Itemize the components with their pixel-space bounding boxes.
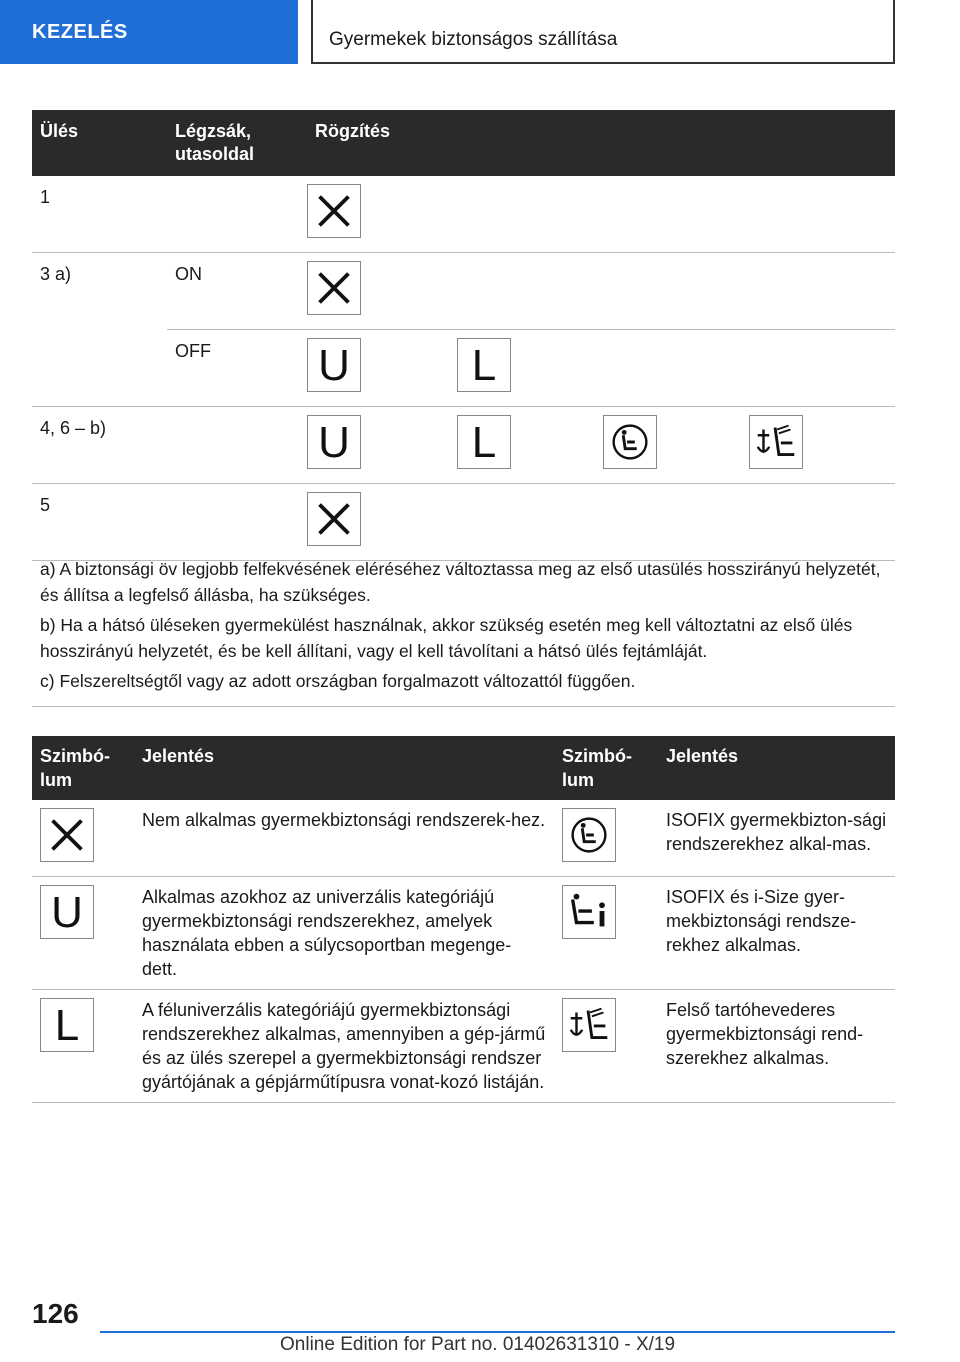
universal-u-icon — [307, 338, 361, 392]
universal-u-icon — [40, 885, 94, 939]
top-tether-anchor-icon — [562, 998, 616, 1052]
cross-icon — [307, 184, 361, 238]
meaning-cell: A féluniverzális kategóriájú gyermekbiztonsági rendszerekhez alkalmas, amennyiben a gép-jármű és az ülés szerepel a gyermekbiztonsági rendszer gyártójának a gépjárműtípusra vonat-kozó listáján. — [134, 990, 554, 1103]
table-row — [32, 484, 895, 561]
airbag-cell: ON — [167, 253, 307, 330]
col-symbol: Szimbó-lum — [32, 736, 134, 800]
footnote-b: b) Ha a hátsó üléseken gyermekülést használnak, akkor szükség esetén meg kell változtatni az első ülés hosszirányú helyzetét, és be kell állítani, vagy el kell távolítani a hátsó ülés fejtámláját. — [40, 615, 853, 661]
letter-u: U — [318, 418, 350, 467]
letter-l: L — [471, 418, 497, 467]
cross-icon — [40, 808, 94, 862]
isofix-seat-icon — [603, 415, 657, 469]
cross-icon — [307, 261, 361, 315]
table-row — [32, 800, 895, 877]
seat-cell: 1 — [32, 176, 167, 253]
table-row — [32, 176, 895, 253]
footnotes — [32, 556, 895, 707]
table-row — [32, 253, 895, 330]
col-airbag: Légzsák, utasoldal — [167, 110, 307, 176]
col-meaning: Jelentés — [658, 736, 895, 800]
isofix-seat-icon — [562, 808, 616, 862]
airbag-cell: OFF — [167, 330, 307, 407]
meaning-cell: Nem alkalmas gyermekbiztonsági rendszerek-hez. — [134, 800, 554, 877]
letter-u: U — [318, 341, 350, 390]
meaning-cell: Felső tartóhevederes gyermekbiztonsági rend-szerekhez alkalmas. — [658, 990, 895, 1103]
letter-l: L — [54, 1001, 80, 1050]
table-row — [32, 407, 895, 484]
col-seat: Ülés — [32, 110, 167, 176]
meaning-cell: Alkalmas azokhoz az univerzális kategóriájú gyermekbiztonsági rendszerekhez, amelyek használata ebben a súlycsoportban megenge-dett. — [134, 877, 554, 990]
meaning-cell: ISOFIX és i-Size gyer-mekbiztonsági rendsze-rekhez alkalmas. — [658, 877, 895, 990]
footer-divider — [100, 1331, 895, 1333]
edition-text: Online Edition for Part no. 01402631310 - X/19 — [280, 1334, 676, 1355]
letter-u: U — [51, 888, 83, 937]
col-symbol: Szimbó-lum — [554, 736, 658, 800]
meaning-cell: ISOFIX gyermekbizton-sági rendszerekhez alkal-mas. — [658, 800, 895, 877]
seat-cell: 5 — [32, 484, 167, 561]
section-tab: KEZELÉS — [0, 0, 298, 64]
seat-table — [32, 110, 895, 561]
page-number: 126 — [32, 1298, 79, 1329]
airbag-cell — [167, 176, 307, 253]
footnote-c: c) Felszereltségtől vagy az adott országban forgalmazott változattól függően. — [40, 671, 636, 691]
semi-universal-l-icon — [40, 998, 94, 1052]
table-row — [32, 877, 895, 990]
semi-universal-l-icon — [457, 338, 511, 392]
letter-l: L — [471, 341, 497, 390]
airbag-cell — [167, 484, 307, 561]
airbag-cell — [167, 407, 307, 484]
page-title-box — [311, 0, 895, 64]
col-meaning: Jelentés — [134, 736, 554, 800]
top-tether-anchor-icon — [749, 415, 803, 469]
cross-icon — [307, 492, 361, 546]
seat-cell: 4, 6 – b) — [32, 407, 167, 484]
universal-u-icon — [307, 415, 361, 469]
symbol-legend-table — [32, 736, 895, 1103]
col-mounting: Rögzítés — [307, 110, 895, 176]
seat-cell: 3 a) — [32, 253, 167, 407]
footnote-a: a) A biztonsági öv legjobb felfekvésének eléréséhez változtassa meg az első utasülés hosszirányú helyzetét, és állítsa a legfelső állásba, ha szükséges. — [40, 559, 881, 605]
page-title: Gyermekek biztonságos szállítása — [329, 28, 618, 50]
isize-seat-icon — [562, 885, 616, 939]
table-row — [32, 990, 895, 1103]
semi-universal-l-icon — [457, 415, 511, 469]
